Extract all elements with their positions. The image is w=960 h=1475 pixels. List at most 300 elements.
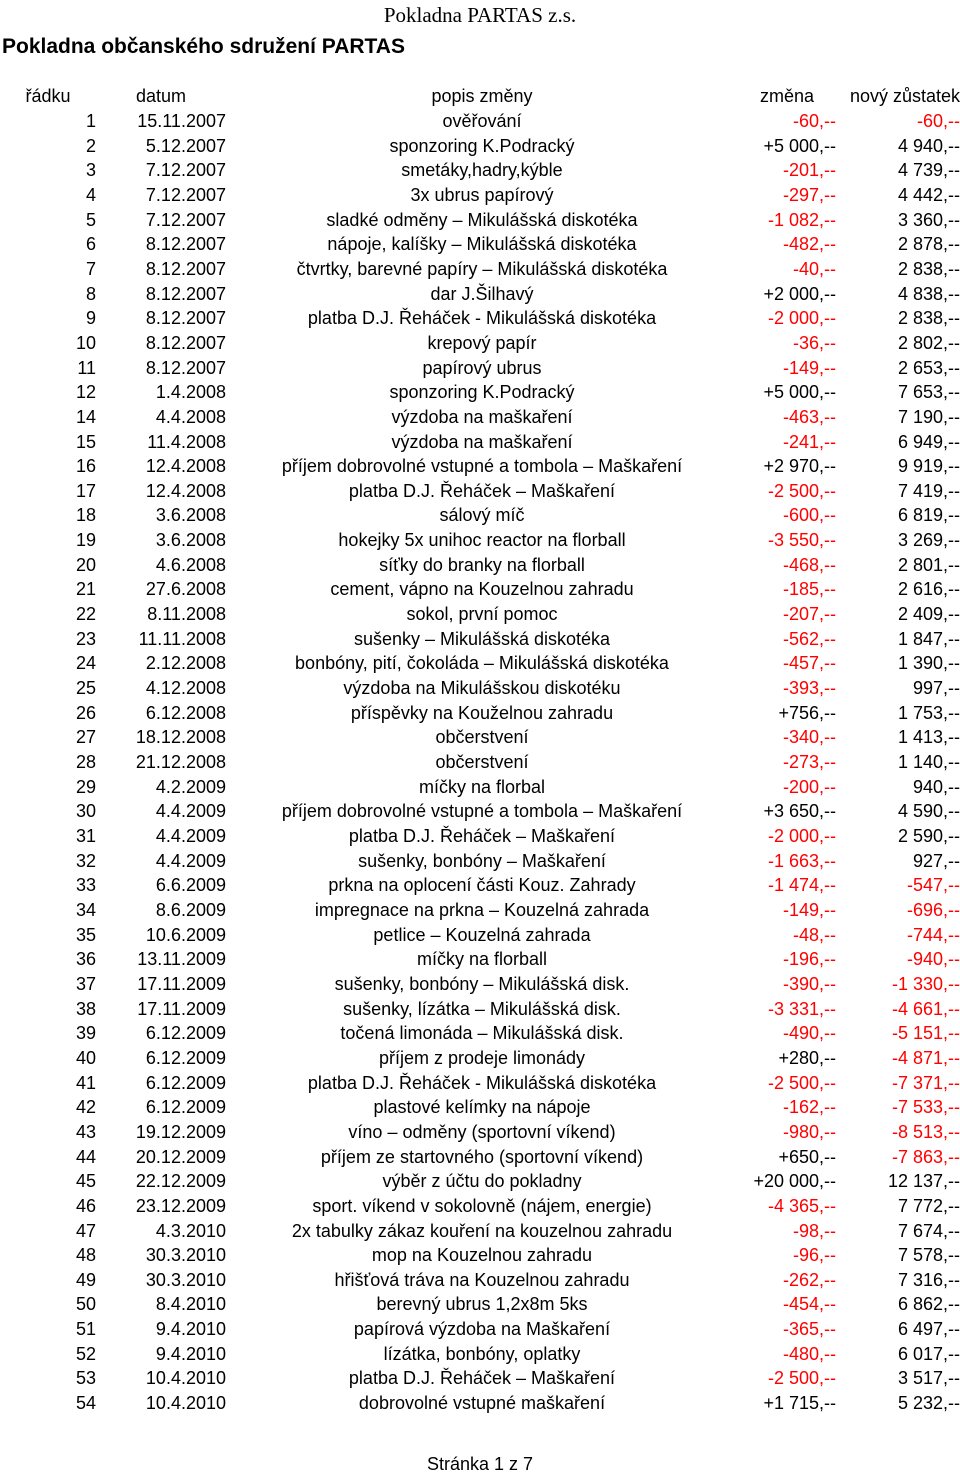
row-balance: 7 674,-- [897, 1220, 960, 1241]
row-balance: 1 413,-- [897, 727, 960, 748]
row-number: 4 [85, 184, 96, 205]
row-change: -2 500,-- [767, 1368, 836, 1389]
row-change: -454,-- [782, 1294, 836, 1315]
row-change: -1 663,-- [767, 850, 836, 871]
row-balance: -7 533,-- [891, 1097, 960, 1118]
table-row [0, 750, 960, 775]
table-row [0, 651, 960, 676]
row-balance: 6 862,-- [897, 1294, 960, 1315]
row-balance: 6 497,-- [897, 1319, 960, 1340]
row-date: 3.6.2008 [155, 530, 226, 551]
row-description: sušenky, bonbóny – Mikulášská disk. [334, 973, 630, 994]
row-number: 49 [75, 1269, 96, 1290]
table-row [0, 922, 960, 947]
row-number: 14 [75, 406, 96, 427]
row-balance: 940,-- [912, 776, 960, 797]
row-change: -2 500,-- [767, 480, 836, 501]
row-balance: -744,-- [906, 924, 960, 945]
row-balance: 2 878,-- [897, 234, 960, 255]
row-description: papírová výzdoba na Maškaření [353, 1319, 611, 1340]
row-date: 8.12.2007 [145, 283, 226, 304]
table-row [0, 528, 960, 553]
table-row [0, 824, 960, 849]
table-row [0, 1243, 960, 1268]
row-number: 1 [85, 110, 96, 131]
row-description: 3x ubrus papírový [410, 184, 554, 205]
row-number: 18 [75, 505, 96, 526]
row-number: 23 [75, 628, 96, 649]
row-date: 12.4.2008 [145, 456, 226, 477]
row-change: -482,-- [782, 234, 836, 255]
row-description: příjem dobrovolné vstupné a tombola – Maškaření [281, 801, 683, 822]
row-date: 22.12.2009 [135, 1171, 226, 1192]
row-balance: 2 409,-- [897, 604, 960, 625]
row-change: -273,-- [782, 752, 836, 773]
row-description: příjem z prodeje limonády [378, 1047, 586, 1068]
row-number: 8 [85, 283, 96, 304]
row-number: 45 [75, 1171, 96, 1192]
row-description: lízátka, bonbóny, oplatky [383, 1343, 581, 1364]
row-balance: 4 838,-- [897, 283, 960, 304]
row-description: ověřování [442, 110, 522, 131]
row-change: -60,-- [792, 110, 836, 131]
table-row [0, 676, 960, 701]
row-date: 7.12.2007 [145, 184, 226, 205]
row-balance: 7 772,-- [897, 1195, 960, 1216]
row-number: 31 [75, 826, 96, 847]
row-description: sponzoring K.Podracký [389, 382, 575, 403]
row-change: -201,-- [782, 160, 836, 181]
row-change: -340,-- [782, 727, 836, 748]
row-balance: 2 838,-- [897, 308, 960, 329]
row-date: 11.11.2008 [138, 628, 226, 649]
table-row [0, 848, 960, 873]
row-description: míčky na florbal [418, 776, 546, 797]
row-date: 8.11.2008 [147, 604, 226, 625]
page-title: Pokladna občanského sdružení PARTAS [2, 35, 405, 58]
row-change: -207,-- [782, 604, 836, 625]
row-change: -149,-- [782, 899, 836, 920]
row-date: 10.6.2009 [145, 924, 226, 945]
row-change: -4 365,-- [767, 1195, 836, 1216]
row-description: síťky do branky na florball [379, 554, 585, 575]
row-description: víno – odměny (sportovní víkend) [348, 1121, 616, 1142]
row-description: impregnace na prkna – Kouzelná zahrada [314, 899, 650, 920]
row-date: 4.2.2009 [155, 776, 226, 797]
table-row [0, 799, 960, 824]
row-number: 52 [75, 1343, 96, 1364]
column-header-change: změna [759, 86, 815, 107]
table-row [0, 1021, 960, 1046]
row-number: 17 [75, 480, 96, 501]
row-description: platba D.J. Řeháček – Maškaření [348, 1368, 616, 1389]
row-date: 17.11.2009 [137, 998, 226, 1019]
row-description: plastové kelímky na nápoje [373, 1097, 591, 1118]
table-row [0, 898, 960, 923]
row-date: 30.3.2010 [145, 1245, 226, 1266]
row-number: 10 [75, 332, 96, 353]
row-description: příjem dobrovolné vstupné a tombola – Maškaření [281, 456, 683, 477]
row-date: 4.4.2009 [155, 850, 226, 871]
row-balance: 1 753,-- [897, 702, 960, 723]
row-number: 3 [85, 160, 96, 181]
row-date: 9.4.2010 [155, 1343, 226, 1364]
row-change: -490,-- [782, 1023, 836, 1044]
table-row [0, 1070, 960, 1095]
row-number: 47 [75, 1220, 96, 1241]
row-description: hřišťová tráva na Kouzelnou zahradu [334, 1269, 630, 1290]
row-change: -48,-- [792, 924, 836, 945]
row-balance: 3 517,-- [897, 1368, 960, 1389]
row-balance: 4 940,-- [897, 135, 960, 156]
row-date: 4.4.2008 [155, 406, 226, 427]
row-description: cement, vápno na Kouzelnou zahradu [330, 579, 634, 600]
row-balance: -940,-- [906, 949, 960, 970]
row-change: -600,-- [782, 505, 836, 526]
table-row [0, 158, 960, 183]
row-balance: 7 316,-- [897, 1269, 960, 1290]
table-row [0, 306, 960, 331]
table-row [0, 1218, 960, 1243]
row-date: 4.3.2010 [155, 1220, 226, 1241]
row-balance: 1 847,-- [897, 628, 960, 649]
table-row [0, 1391, 960, 1416]
row-date: 30.3.2010 [145, 1269, 226, 1290]
table-row [0, 479, 960, 504]
row-change: -36,-- [792, 332, 836, 353]
column-header-balance: nový zůstatek [849, 86, 960, 107]
row-balance: 7 578,-- [897, 1245, 960, 1266]
row-date: 20.12.2009 [135, 1146, 226, 1167]
row-change: +2 970,-- [763, 456, 836, 477]
row-number: 42 [75, 1097, 96, 1118]
table-row [0, 331, 960, 356]
table-row [0, 429, 960, 454]
row-description: berevný ubrus 1,2x8m 5ks [376, 1294, 588, 1315]
row-description: sušenky, bonbóny – Maškaření [358, 850, 606, 871]
row-description: petlice – Kouzelná zahrada [373, 924, 591, 945]
row-balance: -8 513,-- [891, 1121, 960, 1142]
row-balance: 4 739,-- [897, 160, 960, 181]
table-row [0, 774, 960, 799]
row-description: sálový míč [439, 505, 525, 526]
row-number: 43 [75, 1121, 96, 1142]
row-date: 4.12.2008 [145, 678, 226, 699]
row-date: 17.11.2009 [137, 973, 226, 994]
table-row [0, 725, 960, 750]
column-header-date: datum [135, 86, 187, 107]
row-description: sport. víkend v sokolovně (nájem, energie) [312, 1195, 652, 1216]
row-date: 27.6.2008 [145, 579, 226, 600]
table-row [0, 1095, 960, 1120]
row-balance: 4 442,-- [897, 184, 960, 205]
row-balance: 7 190,-- [897, 406, 960, 427]
row-balance: 7 419,-- [897, 480, 960, 501]
row-description: sponzoring K.Podracký [389, 135, 575, 156]
row-description: dar J.Šilhavý [430, 283, 534, 304]
row-number: 16 [75, 456, 96, 477]
table-row [0, 503, 960, 528]
row-change: -457,-- [782, 653, 836, 674]
row-description: 2x tabulky zákaz kouření na kouzelnou zahradu [291, 1220, 673, 1241]
row-date: 6.12.2009 [145, 1072, 226, 1093]
row-date: 5.12.2007 [145, 135, 226, 156]
row-balance: -5 151,-- [891, 1023, 960, 1044]
row-number: 34 [75, 899, 96, 920]
row-change: +2 000,-- [763, 283, 836, 304]
table-row [0, 207, 960, 232]
table-row [0, 972, 960, 997]
row-number: 32 [75, 850, 96, 871]
row-description: bonbóny, pití, čokoláda – Mikulášská diskotéka [295, 653, 669, 674]
row-change: +756,-- [778, 702, 836, 723]
row-description: výzdoba na maškaření [391, 431, 573, 452]
row-description: papírový ubrus [422, 357, 542, 378]
row-balance: 6 819,-- [897, 505, 960, 526]
row-number: 25 [75, 678, 96, 699]
row-balance: -7 371,-- [891, 1072, 960, 1093]
row-number: 29 [75, 776, 96, 797]
row-balance: 6 017,-- [897, 1343, 960, 1364]
row-change: -241,-- [782, 431, 836, 452]
row-date: 3.6.2008 [155, 505, 226, 526]
row-number: 15 [75, 431, 96, 452]
row-date: 6.12.2009 [145, 1047, 226, 1068]
row-change: +5 000,-- [763, 382, 836, 403]
row-description: občerstvení [435, 752, 529, 773]
row-balance: 1 390,-- [897, 653, 960, 674]
row-number: 9 [85, 308, 96, 329]
row-number: 12 [75, 382, 96, 403]
table-row [0, 1366, 960, 1391]
row-description: nápoje, kalíšky – Mikulášská diskotéka [327, 234, 637, 255]
ledger-table [0, 84, 960, 1415]
row-date: 18.12.2008 [135, 727, 226, 748]
row-change: -98,-- [792, 1220, 836, 1241]
row-number: 44 [75, 1146, 96, 1167]
row-number: 33 [75, 875, 96, 896]
row-description: občerstvení [435, 727, 529, 748]
row-change: -3 550,-- [767, 530, 836, 551]
row-date: 13.11.2009 [137, 949, 226, 970]
row-change: -262,-- [782, 1269, 836, 1290]
row-description: dobrovolné vstupné maškaření [358, 1393, 606, 1414]
row-number: 38 [75, 998, 96, 1019]
row-description: platba D.J. Řeháček – Maškaření [348, 826, 616, 847]
row-date: 4.4.2009 [155, 801, 226, 822]
table-row [0, 281, 960, 306]
row-change: -1 082,-- [767, 209, 836, 230]
row-change: +20 000,-- [753, 1171, 836, 1192]
row-change: -1 474,-- [767, 875, 836, 896]
row-date: 15.11.2007 [137, 110, 226, 131]
row-balance: 2 653,-- [897, 357, 960, 378]
row-date: 8.6.2009 [155, 899, 226, 920]
row-balance: 2 802,-- [897, 332, 960, 353]
page-footer: Stránka 1 z 7 [426, 1454, 534, 1474]
row-number: 41 [75, 1072, 96, 1093]
row-number: 2 [85, 135, 96, 156]
row-change: -185,-- [782, 579, 836, 600]
row-number: 46 [75, 1195, 96, 1216]
row-number: 53 [75, 1368, 96, 1389]
row-change: -2 500,-- [767, 1072, 836, 1093]
row-date: 8.12.2007 [145, 258, 226, 279]
row-balance: 927,-- [912, 850, 960, 871]
row-date: 8.12.2007 [145, 234, 226, 255]
row-description: hokejky 5x unihoc reactor na florball [338, 530, 626, 551]
row-date: 7.12.2007 [145, 160, 226, 181]
column-header-description: popis změny [431, 86, 533, 107]
row-balance: -4 661,-- [891, 998, 960, 1019]
row-balance: 4 590,-- [897, 801, 960, 822]
table-row [0, 1169, 960, 1194]
row-description: sokol, první pomoc [406, 604, 558, 625]
row-change: -468,-- [782, 554, 836, 575]
table-row [0, 873, 960, 898]
row-date: 12.4.2008 [145, 480, 226, 501]
row-change: +1 715,-- [763, 1393, 836, 1414]
row-description: příspěvky na Kouželnou zahradu [350, 702, 614, 723]
table-header-row [0, 84, 960, 109]
row-number: 28 [75, 752, 96, 773]
row-change: +650,-- [778, 1146, 836, 1167]
row-balance: -4 871,-- [891, 1047, 960, 1068]
row-balance: -547,-- [906, 875, 960, 896]
table-row [0, 602, 960, 627]
row-number: 50 [75, 1294, 96, 1315]
table-row [0, 996, 960, 1021]
row-change: -200,-- [782, 776, 836, 797]
table-row [0, 380, 960, 405]
row-date: 8.4.2010 [155, 1294, 226, 1315]
table-row [0, 355, 960, 380]
table-row [0, 1268, 960, 1293]
row-number: 26 [75, 702, 96, 723]
row-number: 5 [85, 209, 96, 230]
row-description: platba D.J. Řeháček – Maškaření [348, 480, 616, 501]
row-balance: 6 949,-- [897, 431, 960, 452]
row-change: -980,-- [782, 1121, 836, 1142]
row-change: -390,-- [782, 973, 836, 994]
row-number: 39 [75, 1023, 96, 1044]
column-header-no: řádku [25, 86, 71, 107]
row-change: -393,-- [782, 678, 836, 699]
row-date: 2.12.2008 [145, 653, 226, 674]
table-row [0, 133, 960, 158]
row-number: 7 [85, 258, 96, 279]
row-number: 36 [75, 949, 96, 970]
row-balance: 2 801,-- [897, 554, 960, 575]
row-balance: 9 919,-- [897, 456, 960, 477]
row-date: 4.4.2009 [155, 826, 226, 847]
row-change: -297,-- [782, 184, 836, 205]
row-balance: -60,-- [916, 110, 960, 131]
row-description: výzdoba na maškaření [391, 406, 573, 427]
row-date: 6.12.2009 [145, 1097, 226, 1118]
ledger-body [0, 109, 960, 1416]
row-change: +280,-- [778, 1047, 836, 1068]
row-number: 11 [77, 357, 96, 378]
row-change: -162,-- [782, 1097, 836, 1118]
row-date: 1.4.2008 [155, 382, 226, 403]
row-change: -96,-- [792, 1245, 836, 1266]
table-row [0, 700, 960, 725]
table-row [0, 577, 960, 602]
row-date: 21.12.2008 [135, 752, 226, 773]
row-number: 40 [75, 1047, 96, 1068]
table-row [0, 232, 960, 257]
row-change: -365,-- [782, 1319, 836, 1340]
table-row [0, 1144, 960, 1169]
table-row [0, 1120, 960, 1145]
row-date: 23.12.2009 [135, 1195, 226, 1216]
row-number: 27 [75, 727, 96, 748]
row-change: -480,-- [782, 1343, 836, 1364]
row-change: -2 000,-- [767, 826, 836, 847]
row-balance: 5 232,-- [897, 1393, 960, 1414]
row-description: čtvrtky, barevné papíry – Mikulášská diskotéka [296, 258, 668, 279]
row-number: 19 [75, 530, 96, 551]
row-balance: 3 360,-- [897, 209, 960, 230]
table-row [0, 183, 960, 208]
row-change: -562,-- [782, 628, 836, 649]
table-row [0, 405, 960, 430]
row-number: 21 [75, 579, 96, 600]
table-row [0, 454, 960, 479]
row-date: 6.12.2009 [145, 1023, 226, 1044]
row-change: -3 331,-- [767, 998, 836, 1019]
row-date: 10.4.2010 [145, 1393, 226, 1414]
row-number: 37 [75, 973, 96, 994]
row-balance: 12 137,-- [887, 1171, 960, 1192]
row-date: 7.12.2007 [145, 209, 226, 230]
row-description: sušenky – Mikulášská diskotéka [353, 628, 611, 649]
row-description: míčky na florball [416, 949, 548, 970]
row-balance: 3 269,-- [897, 530, 960, 551]
row-change: +5 000,-- [763, 135, 836, 156]
row-number: 48 [75, 1245, 96, 1266]
row-description: smetáky,hadry,kýble [401, 160, 563, 181]
row-change: -2 000,-- [767, 308, 836, 329]
row-balance: -1 330,-- [891, 973, 960, 994]
table-row [0, 1194, 960, 1219]
table-row [0, 626, 960, 651]
row-change: -40,-- [792, 258, 836, 279]
row-description: výzdoba na Mikulášskou diskotéku [343, 678, 621, 699]
row-date: 6.12.2008 [145, 702, 226, 723]
row-change: -196,-- [782, 949, 836, 970]
row-date: 9.4.2010 [155, 1319, 226, 1340]
row-description: sušenky, lízátka – Mikulášská disk. [343, 998, 621, 1019]
table-row [0, 109, 960, 134]
row-change: -463,-- [782, 406, 836, 427]
row-balance: 7 653,-- [897, 382, 960, 403]
row-date: 10.4.2010 [145, 1368, 226, 1389]
row-change: +3 650,-- [763, 801, 836, 822]
row-date: 8.12.2007 [145, 308, 226, 329]
row-description: mop na Kouzelnou zahradu [371, 1245, 593, 1266]
table-row [0, 1317, 960, 1342]
row-description: sladké odměny – Mikulášská diskotéka [326, 209, 638, 230]
table-row [0, 1292, 960, 1317]
row-number: 54 [75, 1393, 96, 1414]
table-row [0, 1341, 960, 1366]
row-date: 8.12.2007 [145, 357, 226, 378]
row-description: prkna na oplocení části Kouz. Zahrady [328, 875, 636, 896]
row-date: 4.6.2008 [155, 554, 226, 575]
row-balance: -696,-- [906, 899, 960, 920]
